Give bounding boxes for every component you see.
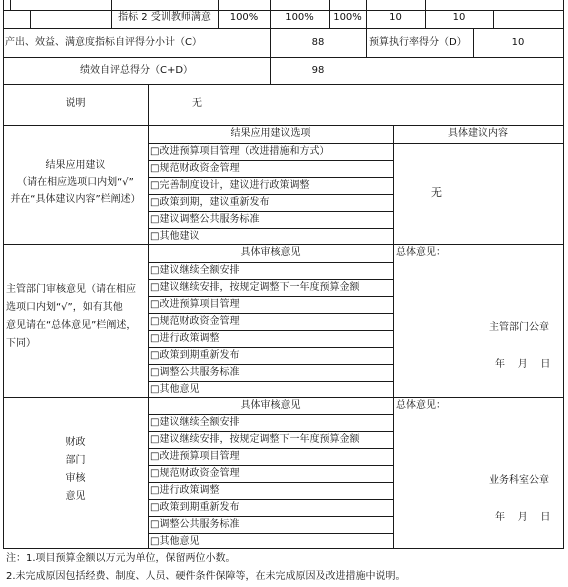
indicator-value-3: 100%: [333, 12, 362, 23]
supervisor-label-line-3: 意见请在“总体意见”栏阐述，: [6, 320, 137, 331]
total-value: 98: [311, 65, 325, 76]
total-label: 绩效自评总得分（C+D）: [79, 65, 194, 76]
results-label-line-2: （请在相应选项口内划“√”: [17, 177, 134, 188]
results-option-3[interactable]: □完善制度设计，建议进行政策调整: [150, 180, 310, 191]
finance-option-4[interactable]: □规范财政资金管理: [150, 468, 240, 479]
results-label-line-3: 并在“具体建议内容”栏阐述）: [10, 194, 141, 205]
indicator-value-1: 100%: [229, 12, 259, 23]
supervisor-seal: 主管部门公章: [489, 322, 549, 333]
results-content-value: 无: [431, 186, 442, 199]
finance-label-line-1: 财政: [65, 437, 86, 448]
finance-option-2[interactable]: □建议继续安排，按规定调整下一年度预算金额: [150, 434, 360, 445]
note-2: 2.未完成原因包括经费、制度、人员、硬件条件保障等，在未完成原因及改进措施中说明。: [6, 571, 406, 582]
finance-label-line-2: 部门: [65, 455, 86, 466]
supervisor-option-4[interactable]: □规范财政资金管理: [150, 316, 240, 327]
indicator-value-5: 10: [452, 12, 466, 23]
finance-option-8[interactable]: □其他意见: [150, 536, 200, 547]
supervisor-date: 年 月 日: [495, 359, 551, 370]
indicator-value-4: 10: [389, 12, 402, 23]
finance-option-3[interactable]: □改进预算项目管理: [150, 451, 240, 462]
supervisor-overall-label: 总体意见：: [396, 247, 446, 258]
budget-execution-value: 10: [511, 37, 525, 48]
indicator-name: 指标 2 受训教师满意: [118, 12, 211, 23]
remarks-value: 无: [192, 98, 202, 109]
supervisor-option-8[interactable]: □其他意见: [150, 384, 200, 395]
finance-option-5[interactable]: □进行政策调整: [150, 485, 220, 496]
results-option-5[interactable]: □建议调整公共服务标准: [150, 214, 260, 225]
supervisor-label-line-1: 主管部门审核意见（请在相应: [6, 284, 136, 295]
subtotal-label: 产出、效益、满意度指标自评得分小计（C）: [5, 37, 202, 48]
results-option-2[interactable]: □规范财政资金管理: [150, 163, 240, 174]
finance-label-line-3: 审核: [65, 473, 86, 484]
subtotal-value: 88: [311, 37, 325, 48]
supervisor-option-2[interactable]: □建议继续安排，按规定调整下一年度预算金额: [150, 282, 360, 293]
results-option-6[interactable]: □其他建议: [150, 231, 200, 242]
supervisor-option-7[interactable]: □调整公共服务标准: [150, 367, 240, 378]
finance-header: 具体审核意见: [240, 400, 301, 411]
results-label-line-1: 结果应用建议: [45, 160, 106, 171]
results-content-header: 具体建议内容: [448, 128, 508, 139]
supervisor-option-5[interactable]: □进行政策调整: [150, 333, 220, 344]
supervisor-header: 具体审核意见: [240, 247, 301, 258]
results-option-4[interactable]: □政策到期，建议重新发布: [150, 197, 270, 208]
remarks-label: 说明: [65, 98, 86, 109]
supervisor-label-line-4: 下同）: [6, 338, 36, 349]
finance-overall-label: 总体意见：: [396, 400, 446, 411]
budget-execution-label: 预算执行率得分（D）: [369, 37, 467, 48]
finance-option-6[interactable]: □政策到期重新发布: [150, 502, 240, 513]
results-options-header: 结果应用建议选项: [230, 128, 311, 139]
finance-label-line-4: 意见: [65, 491, 86, 502]
finance-option-1[interactable]: □建议继续全额安排: [150, 417, 240, 428]
indicator-value-2: 100%: [285, 12, 314, 23]
results-option-1[interactable]: □改进预算项目管理（改进措施和方式）: [150, 146, 330, 157]
supervisor-option-1[interactable]: □建议继续全额安排: [150, 265, 240, 276]
supervisor-option-3[interactable]: □改进预算项目管理: [150, 299, 240, 310]
finance-seal: 业务科室公章: [489, 475, 549, 486]
supervisor-label-line-2: 选项口内划“√”，如有其他: [6, 302, 123, 313]
finance-option-7[interactable]: □调整公共服务标准: [150, 519, 240, 530]
supervisor-option-6[interactable]: □政策到期重新发布: [150, 350, 240, 361]
note-1: 注：1.项目预算金额以万元为单位，保留两位小数。: [6, 553, 236, 564]
finance-date: 年 月 日: [495, 512, 551, 523]
